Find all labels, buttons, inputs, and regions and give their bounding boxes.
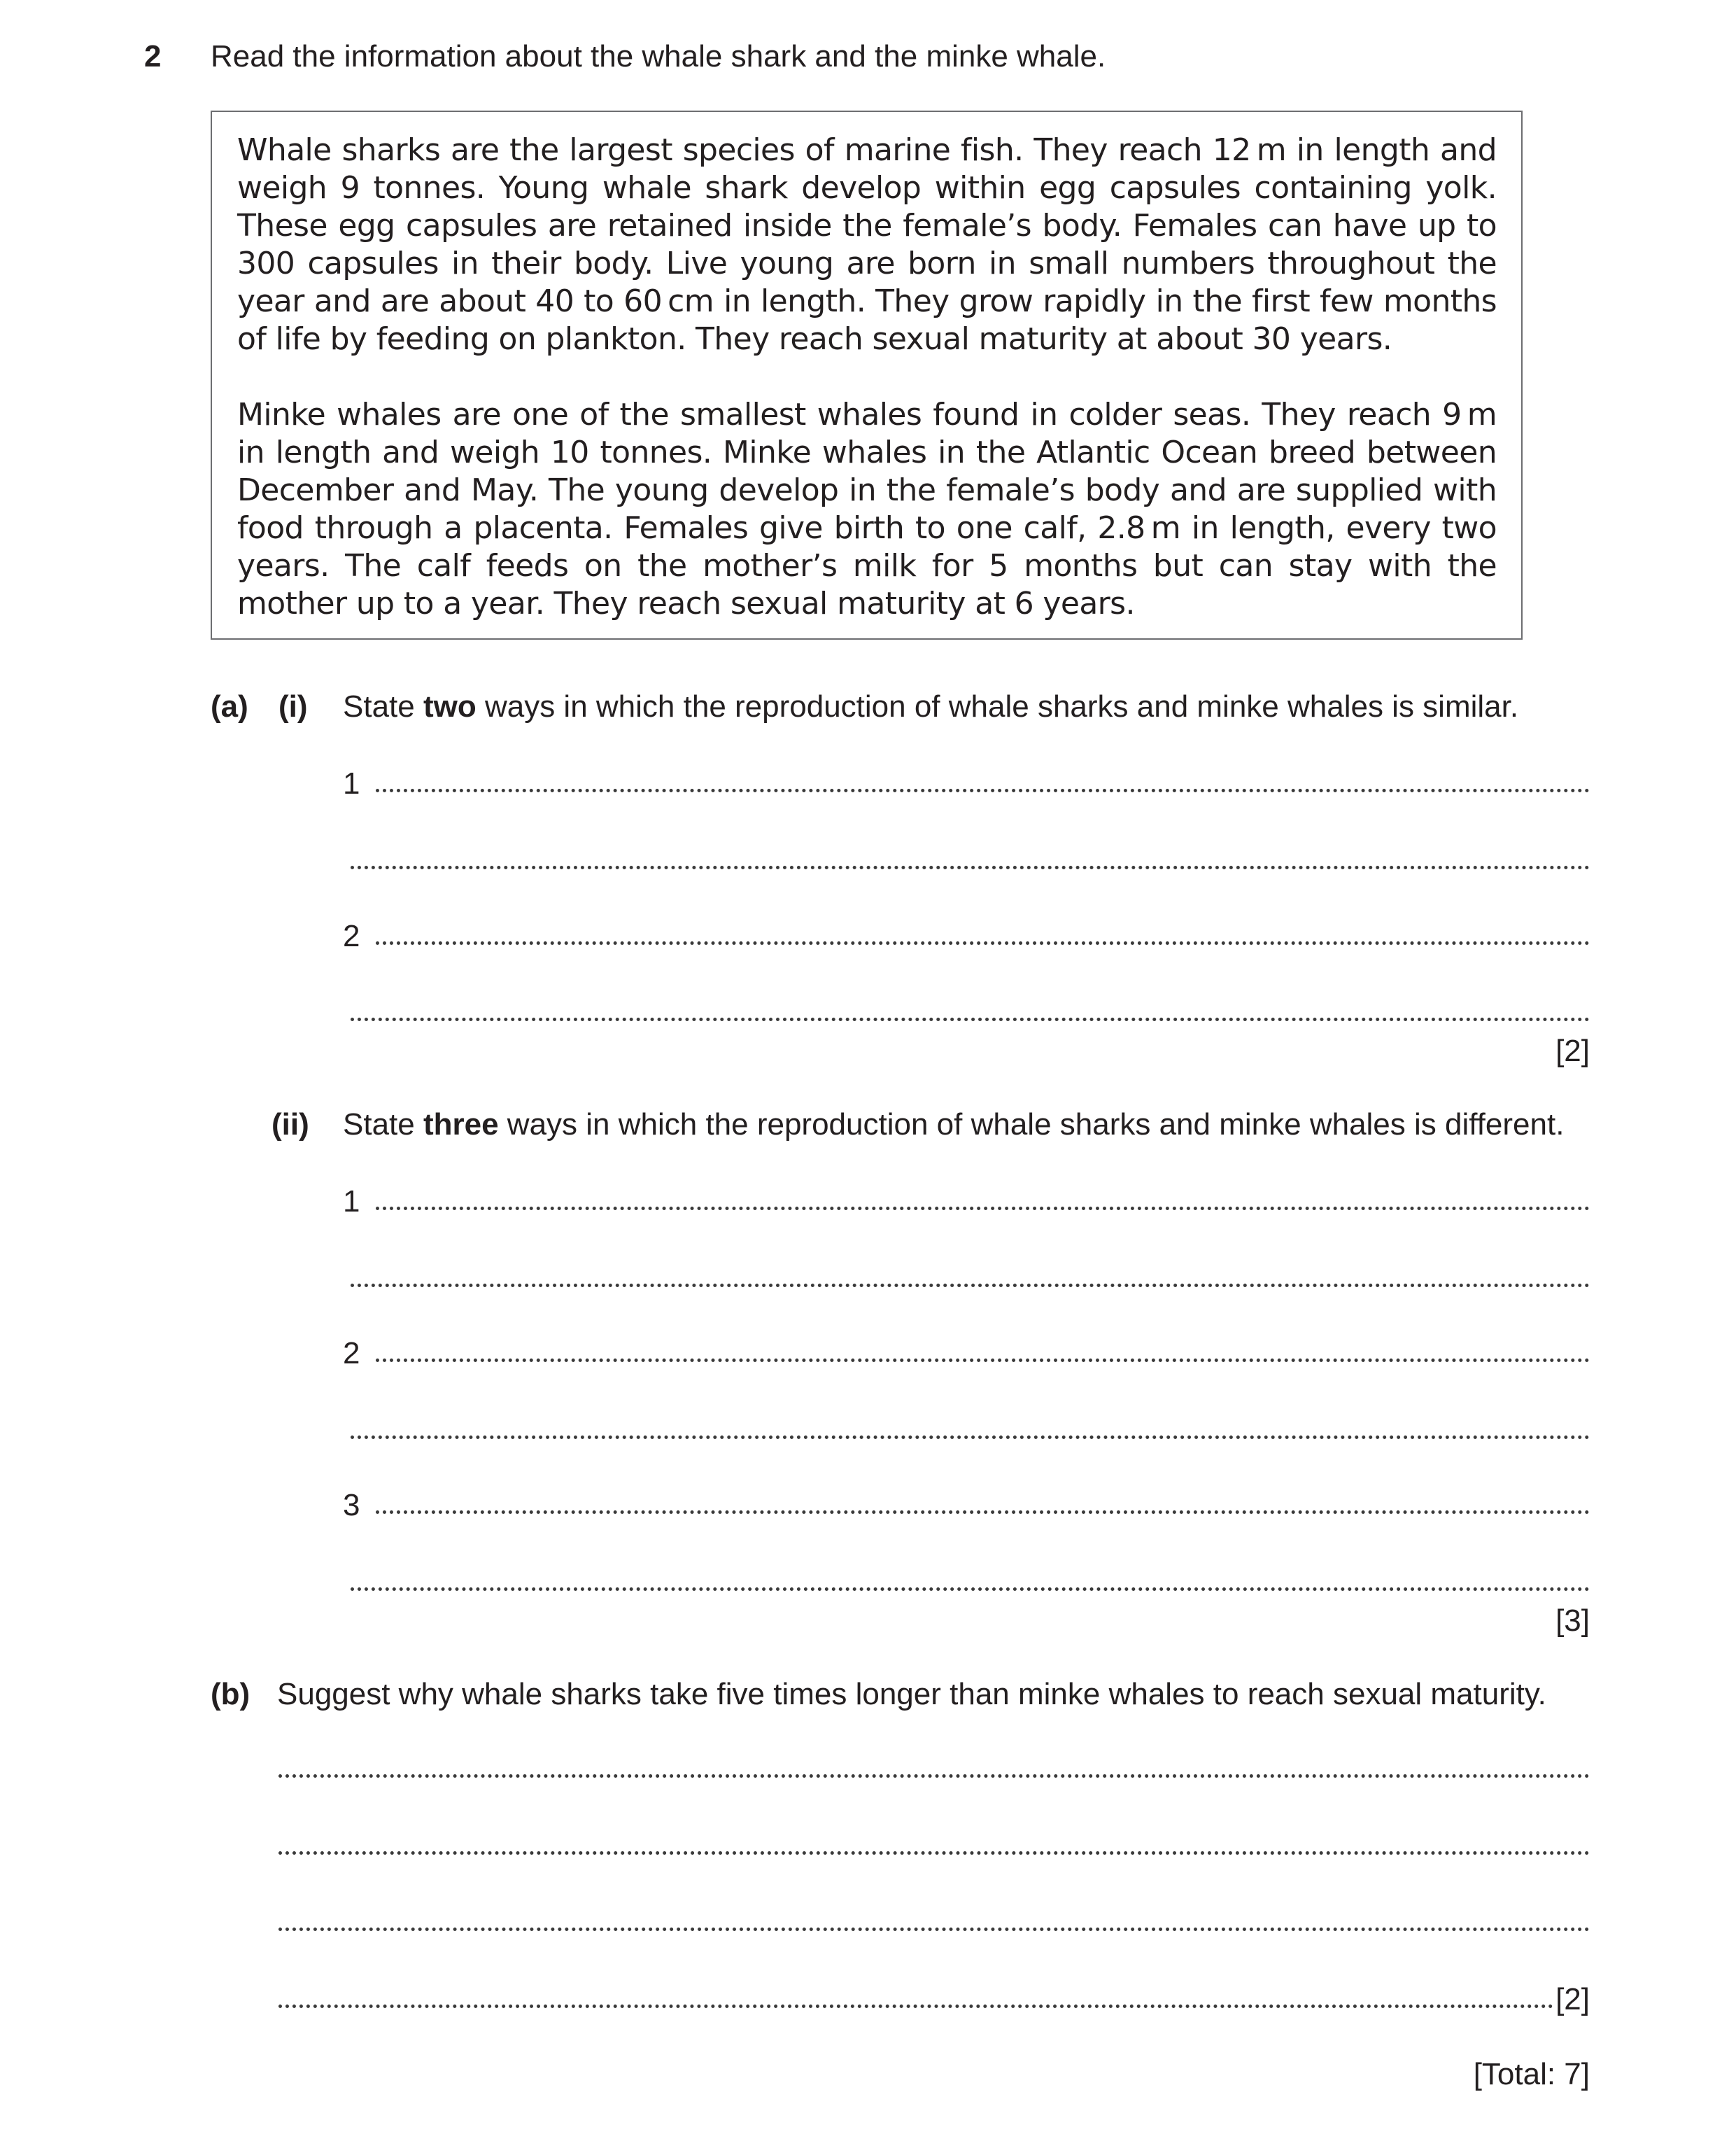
marks-a-ii: [3] xyxy=(1555,1603,1590,1638)
part-a-i-label: (i) xyxy=(278,689,308,724)
part-a-label: (a) xyxy=(211,689,248,724)
information-box xyxy=(211,111,1523,640)
answer-line-a-ii-3[interactable] xyxy=(376,1510,1590,1514)
answer-line-a-i-1[interactable] xyxy=(376,789,1590,792)
answer-number: 1 xyxy=(343,1184,360,1219)
whale-shark-paragraph: Whale sharks are the largest species of marine fish. They reach 12 m in length and weigh 9 tonnes. Young whale shark develop within egg capsules containing yolk. These egg capsules are retained inside the female’s body. Females can have up to 300 capsules in their body. Live young are born in small numbers throughout the year and are about 40 to 60 cm in length. They grow rapidly in the first few months of life by feeding on plankton. They reach sexual maturity at about 30 years. xyxy=(237,132,1497,357)
marks-b: [2] xyxy=(1555,1982,1590,2016)
answer-line-a-i-2[interactable] xyxy=(376,941,1590,945)
answer-line-b-1[interactable] xyxy=(278,1774,1590,1778)
part-a-ii-prompt: State three ways in which the reproduction of whale sharks and minke whales is different. xyxy=(343,1107,1565,1142)
answer-line-a-ii-2[interactable] xyxy=(376,1359,1590,1362)
answer-line-b-2[interactable] xyxy=(278,1851,1590,1855)
minke-whale-paragraph: Minke whales are one of the smallest whales found in colder seas. They reach 9 m in length and weigh 10 tonnes. Minke whales in the Atlantic Ocean breed between December and May. The young develop in the female’s body and are supplied with food through a placenta. Females give birth to one calf, 2.8 m in length, every two years. The calf feeds on the mother’s milk for 5 months but can stay with the mother up to a year. They reach sexual maturity at 6 years. xyxy=(237,397,1497,622)
answer-number: 1 xyxy=(343,766,360,801)
answer-line-b-4[interactable] xyxy=(278,2005,1553,2008)
part-a-ii-label: (ii) xyxy=(271,1107,309,1142)
question-number: 2 xyxy=(144,39,162,73)
answer-number: 2 xyxy=(343,1336,360,1370)
part-b-label: (b) xyxy=(211,1677,250,1711)
answer-line-b-3[interactable] xyxy=(278,1928,1590,1931)
answer-line-a-i-2b[interactable] xyxy=(351,1018,1590,1021)
answer-line-a-ii-1[interactable] xyxy=(376,1207,1590,1210)
answer-number: 2 xyxy=(343,919,360,953)
answer-line-a-ii-1b[interactable] xyxy=(351,1284,1590,1287)
answer-line-a-i-1b[interactable] xyxy=(351,866,1590,869)
part-b-prompt: Suggest why whale sharks take five times longer than minke whales to reach sexual maturity. xyxy=(277,1677,1546,1711)
answer-line-a-ii-3b[interactable] xyxy=(351,1587,1590,1591)
marks-a-i: [2] xyxy=(1555,1034,1590,1068)
question-intro: Read the information about the whale shark and the minke whale. xyxy=(211,39,1106,73)
total-marks: [Total: 7] xyxy=(1473,2057,1590,2091)
part-a-i-prompt: State two ways in which the reproduction of whale sharks and minke whales is similar. xyxy=(343,689,1519,724)
answer-line-a-ii-2b[interactable] xyxy=(351,1435,1590,1439)
answer-number: 3 xyxy=(343,1488,360,1522)
